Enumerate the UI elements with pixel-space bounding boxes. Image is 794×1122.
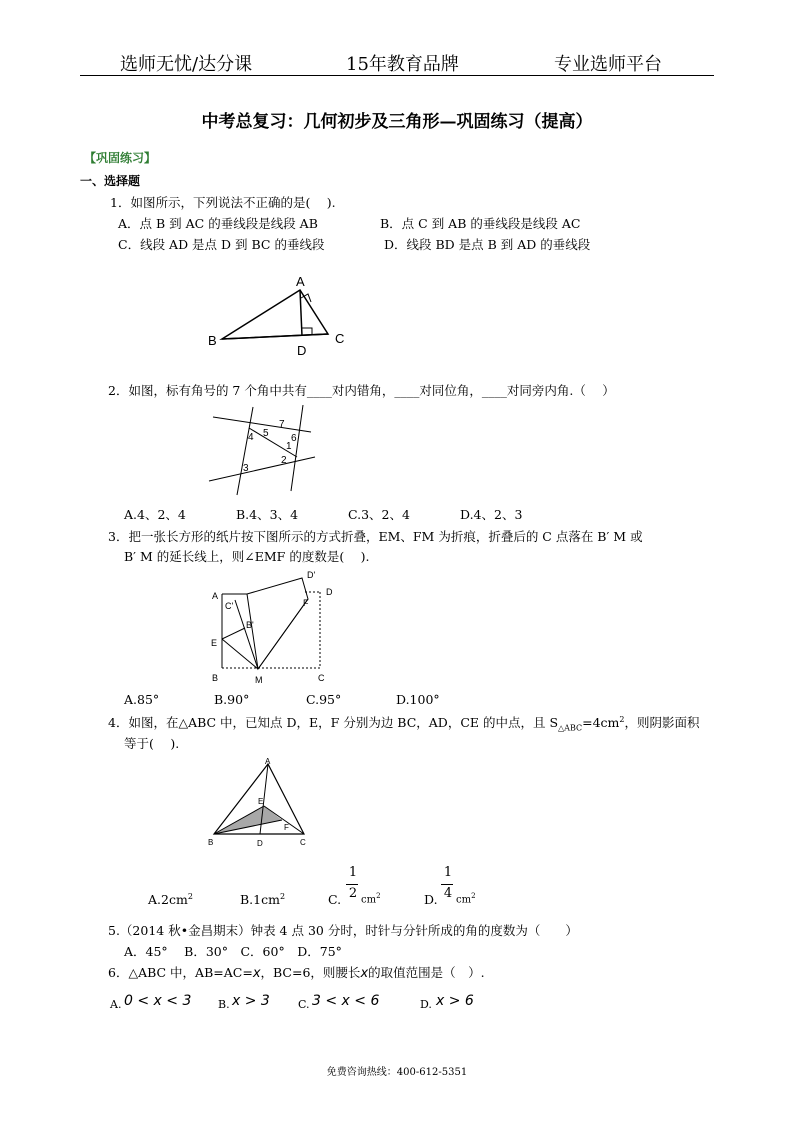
q4-label-e: E: [258, 797, 264, 806]
q3-label-d: D: [326, 587, 333, 597]
q6-option-d-expr: x > 6: [436, 993, 474, 1009]
q5-options: A．45° B．30° C．60° D．75°: [124, 944, 342, 959]
q2-angle-7: 7: [279, 419, 285, 430]
q4-label-b: B: [208, 838, 214, 847]
q4-option-c-unit-text: cm: [361, 894, 377, 906]
q6-option-b-prefix: B.: [218, 998, 230, 1011]
q3-stem-line2: B′ M 的延长线上，则∠EMF 的度数是( ).: [124, 549, 370, 564]
q3-figure: [205, 566, 345, 688]
q2-option-d: D.4、2、3: [460, 507, 523, 522]
q2-stem: 2．如图，标有角号的 7 个角中共有____对内错角，____对同位角，____对同旁内角.（ ）: [108, 383, 615, 398]
q4-option-c-fraction-bar: [346, 884, 358, 885]
section-label: 【巩固练习】: [84, 151, 157, 165]
q2-angle-4: 4: [248, 432, 254, 443]
q4-stem-text: 4．如图，在△ABC 中，已知点 D，E，F 分别为边 BC，AD，CE 的中点，且 S: [108, 715, 559, 730]
q3-label-c: C: [318, 673, 325, 683]
q4-stem-line2: 等于( ).: [124, 736, 180, 751]
q4-figure: [204, 756, 314, 852]
q6-stem-part1: 6．△ABC 中，AB=AC=: [108, 965, 253, 980]
page-title: 中考总复习：几何初步及三角形—巩固练习（提高）: [201, 112, 593, 132]
q1-label-d: D: [297, 343, 307, 358]
q6-option-c-expr: 3 < x < 6: [312, 993, 380, 1009]
q4-option-b: [240, 892, 285, 907]
q2-angle-1: 1: [286, 441, 292, 452]
q4-option-a: [148, 892, 193, 907]
q3-stem-line1: 3．把一张长方形的纸片按下图所示的方式折叠，EM、FM 为折痕，折叠后的 C 点落在 B′ M 或: [108, 529, 643, 544]
header-center: 15年教育品牌: [346, 54, 459, 75]
q6-option-d-prefix: D.: [420, 998, 432, 1011]
q4-option-b-text: B.1cm: [240, 892, 280, 908]
q3-option-d: D.100°: [396, 692, 440, 707]
q3-option-a: A.85°: [124, 692, 160, 707]
q3-label-a: A: [212, 591, 219, 601]
q6-option-c-prefix: C.: [298, 998, 310, 1011]
q2-figure: [205, 405, 325, 500]
q3-label-d-prime: D': [307, 570, 316, 580]
q2-option-c: C.3、2、4: [348, 507, 410, 522]
q4-label-f: F: [284, 823, 289, 832]
q6-option-a-prefix: A.: [110, 998, 122, 1011]
q1-label-b: B: [208, 333, 217, 348]
q1-figure: [200, 272, 360, 362]
q3-label-b-prime: B': [246, 620, 254, 630]
q6-stem-part3: 的取值范围是（ ）.: [368, 965, 485, 980]
q4-option-d-unit: [456, 892, 476, 905]
q6-stem-part2: ，BC=6，则腰长: [260, 965, 361, 980]
q1-label-c: C: [335, 331, 345, 346]
q6-stem: [108, 963, 485, 981]
q4-option-c-unit: [361, 892, 381, 905]
q1-option-b: B．点 C 到 AB 的垂线段是线段 AC: [380, 216, 581, 231]
footer-hotline: 免费咨询热线：400-612-5351: [326, 1067, 468, 1078]
q4-option-d-denominator: 4: [443, 886, 453, 901]
q4-option-a-sup: 2: [187, 892, 193, 901]
q4-stem-line1: [108, 713, 700, 733]
q2-angle-3: 3: [243, 463, 249, 474]
header-left: 选师无忧/达分课: [120, 54, 253, 75]
q1-label-a: A: [296, 274, 305, 289]
q3-label-e: E: [211, 638, 218, 648]
q3-option-b: B.90°: [214, 692, 250, 707]
q2-angle-6: 6: [291, 433, 297, 444]
q3-label-m: M: [255, 675, 263, 685]
q4-option-c-numerator: 1: [348, 865, 358, 880]
q4-option-d-prefix: D.: [424, 892, 438, 907]
q2-angle-2: 2: [281, 455, 287, 466]
q4-stem-superscript: 2: [619, 714, 625, 724]
q6-variable-x: x: [252, 966, 261, 981]
q2-option-a: A.4、2、4: [124, 507, 186, 522]
q3-label-f: F: [303, 598, 309, 608]
q3-label-c-prime: C': [225, 601, 234, 611]
q4-option-b-sup: 2: [279, 892, 286, 901]
q4-label-d: D: [257, 839, 263, 848]
q4-option-d-sup: 2: [471, 892, 476, 900]
q4-stem-subscript: △ABC: [558, 723, 583, 733]
q4-option-c-sup: 2: [376, 892, 381, 900]
header-rule: [80, 75, 714, 76]
q3-label-b: B: [212, 673, 219, 683]
q3-option-c: C.95°: [306, 692, 342, 707]
q5-stem: 5.（2014 秋•金昌期末）钟表 4 点 30 分时，时针与分针所成的角的度数为（ ）: [108, 923, 578, 938]
q2-option-b: B.4、3、4: [236, 507, 299, 522]
q1-option-a: A．点 B 到 AC 的垂线段是线段 AB: [118, 216, 318, 231]
part-heading: 一、选择题: [80, 174, 141, 188]
q4-option-a-text: A.2cm: [148, 892, 188, 908]
q4-label-a: A: [265, 757, 271, 766]
q1-option-c: C．线段 AD 是点 D 到 BC 的垂线段: [118, 237, 325, 252]
q4-option-c-prefix: C.: [328, 892, 342, 907]
q1-option-d: D．线段 BD 是点 B 到 AD 的垂线段: [384, 237, 591, 252]
q4-label-c: C: [300, 838, 306, 847]
q4-option-d-fraction-bar: [441, 884, 453, 885]
q4-option-d-unit-text: cm: [456, 894, 472, 906]
q6-option-b-expr: x > 3: [232, 993, 270, 1009]
q4-stem-tail: ，则阴影面积: [624, 715, 700, 730]
q6-option-a-expr: 0 < x < 3: [124, 993, 192, 1009]
q4-option-c-denominator: 2: [348, 886, 358, 901]
q1-stem: 1．如图所示，下列说法不正确的是( ).: [110, 195, 336, 210]
q4-option-d-numerator: 1: [443, 865, 453, 880]
header-right: 专业选师平台: [554, 54, 662, 75]
q6-variable-x-2: x: [360, 966, 369, 981]
q2-angle-5: 5: [263, 428, 269, 439]
q4-stem-area: =4cm: [582, 715, 620, 730]
